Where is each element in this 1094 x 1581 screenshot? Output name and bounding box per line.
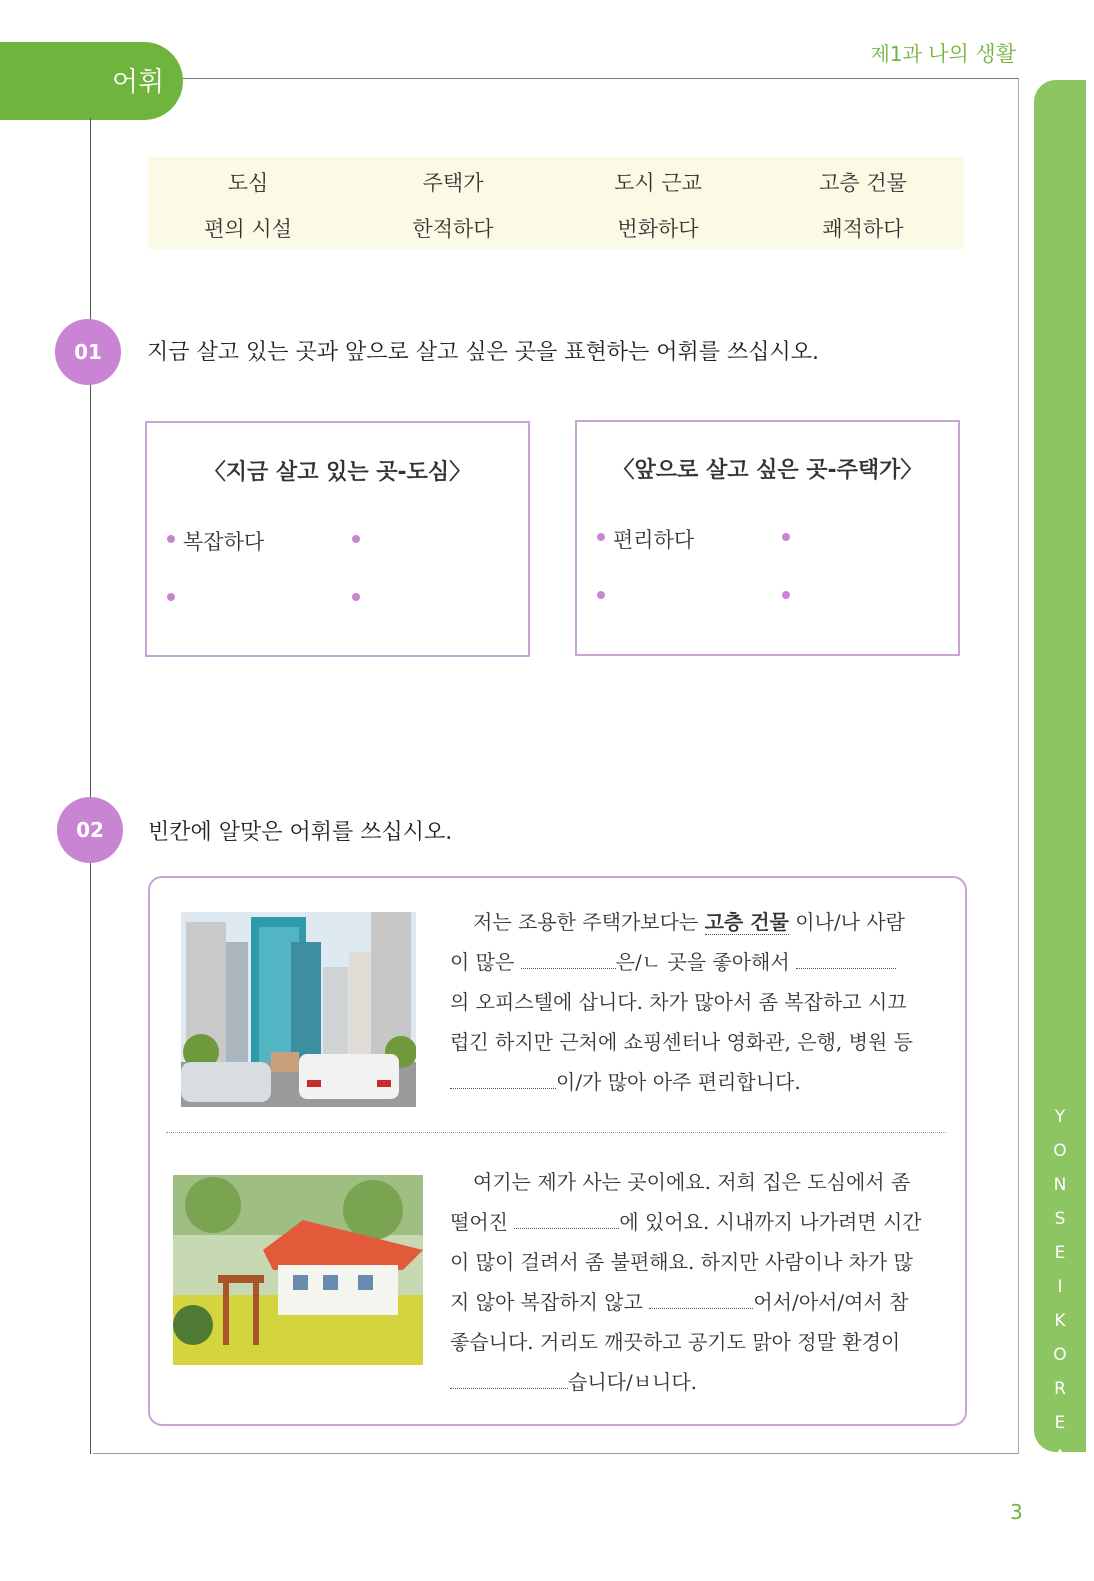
header-rule [183, 78, 1018, 79]
brand-letter: E [1054, 1243, 1066, 1263]
paragraph1-line4: 럽긴 하지만 근처에 쇼핑센터나 영화관, 은행, 병원 등 [450, 1030, 913, 1054]
bullet-icon [352, 535, 360, 543]
bullet-icon [597, 533, 605, 541]
brand-letter: E [1054, 1413, 1066, 1433]
brand-letter: O [1053, 1141, 1067, 1161]
house-illustration [173, 1175, 423, 1365]
paragraph2-line2[interactable] [450, 1206, 922, 1235]
side-brand [1034, 1100, 1086, 1542]
brand-letter: I [1057, 1277, 1063, 1297]
example-word: 복잡하다 [183, 530, 265, 554]
answer-blank[interactable] [450, 1370, 568, 1389]
answer-blank[interactable] [521, 950, 616, 969]
text-segment: 습니다/ㅂ니다. [568, 1370, 698, 1394]
paragraph1-line5[interactable] [450, 1066, 801, 1095]
question-number-badge: 01 [55, 319, 121, 385]
side-bar [1034, 80, 1086, 1535]
word-bank-item: 주택가 [422, 171, 484, 195]
frame-right-line [1018, 78, 1019, 1454]
bullet-icon [167, 535, 175, 543]
section-tab [0, 42, 183, 120]
paragraph2-line6[interactable] [450, 1366, 697, 1395]
bullet-icon [782, 591, 790, 599]
question-instruction: 지금 살고 있는 곳과 앞으로 살고 싶은 곳을 표현하는 어휘를 쓰십시오. [147, 340, 819, 365]
answer-blank[interactable] [450, 1070, 556, 1089]
text-segment: 떨어진 [450, 1210, 508, 1234]
question-number-badge: 02 [57, 797, 123, 863]
bullet-icon [352, 593, 360, 601]
bullet-icon [167, 593, 175, 601]
word-bank-item: 쾌적하다 [822, 217, 904, 241]
text-segment: 이나/나 사람 [795, 910, 905, 934]
question-instruction: 빈칸에 알맞은 어휘를 쓰십시오. [148, 820, 453, 845]
chapter-title: 나의 생활 [928, 42, 1016, 66]
word-bank-item: 도시 근교 [614, 171, 702, 195]
text-segment: 이 많은 [450, 950, 515, 974]
brand-letter: K [1054, 1311, 1066, 1331]
paragraph2-line1: 여기는 제가 사는 곳이에요. 저희 집은 도심에서 좀 [473, 1170, 911, 1194]
brand-letter: A [1054, 1447, 1066, 1467]
paragraph1-line3: 의 오피스텔에 삽니다. 차가 많아서 좀 복잡하고 시끄 [450, 990, 907, 1014]
box-title: 〈앞으로 살고 싶은 곳-주택가〉 [612, 458, 923, 483]
answer-blank[interactable] [514, 1210, 619, 1229]
paragraph2-line3: 이 많이 걸려서 좀 불편해요. 하지만 사람이나 차가 많 [450, 1250, 913, 1274]
word-bank-item: 번화하다 [617, 217, 699, 241]
chapter-heading [870, 38, 1016, 68]
chapter-prefix: 제1과 [870, 42, 922, 66]
word-bank-item: 편의 시설 [204, 217, 292, 241]
example-word: 편리하다 [613, 528, 695, 552]
word-bank [148, 157, 964, 249]
paragraph1-line2[interactable] [450, 946, 896, 975]
text-segment: 어서/아서/여서 참 [753, 1290, 909, 1314]
word-bank-item: 고층 건물 [819, 171, 907, 195]
section-label: 어휘 [112, 67, 165, 98]
answer-blank[interactable] [649, 1290, 753, 1309]
paragraph1-line1 [473, 906, 905, 935]
text-segment: 저는 조용한 주택가보다는 [473, 910, 699, 934]
word-bank-item: 도심 [227, 171, 269, 195]
bullet-icon [782, 533, 790, 541]
brand-letter: O [1053, 1345, 1067, 1365]
text-segment: 은/ㄴ 곳을 좋아해서 [615, 950, 790, 974]
word-bank-item: 한적하다 [412, 217, 494, 241]
text-segment: 지 않아 복잡하지 않고 [450, 1290, 643, 1314]
example-answer: 고층 건물 [704, 910, 789, 934]
brand-letter: Y [1054, 1107, 1066, 1127]
brand-letter: R [1054, 1379, 1066, 1399]
brand-letter: S [1054, 1209, 1066, 1229]
paragraph2-line4[interactable] [450, 1286, 908, 1315]
brand-letter: N [1053, 1175, 1067, 1195]
text-segment: 에 있어요. 시내까지 나가려면 시간 [619, 1210, 922, 1234]
text-segment: 이/가 많아 아주 편리합니다. [556, 1070, 801, 1094]
divider [166, 1132, 946, 1133]
box-title: 〈지금 살고 있는 곳-도심〉 [203, 460, 472, 485]
brand-letter: N [1053, 1481, 1067, 1501]
page-number: 3 [1010, 1500, 1023, 1524]
paragraph2-line5: 좋습니다. 거리도 깨끗하고 공기도 맑아 정말 환경이 [450, 1330, 901, 1354]
future-place-box [575, 420, 960, 656]
current-place-box [145, 421, 530, 657]
city-illustration [181, 912, 416, 1107]
brand-letter: 4 [1054, 1515, 1066, 1535]
answer-blank[interactable] [796, 950, 896, 969]
frame-bottom-line [93, 1453, 1019, 1454]
bullet-icon [597, 591, 605, 599]
